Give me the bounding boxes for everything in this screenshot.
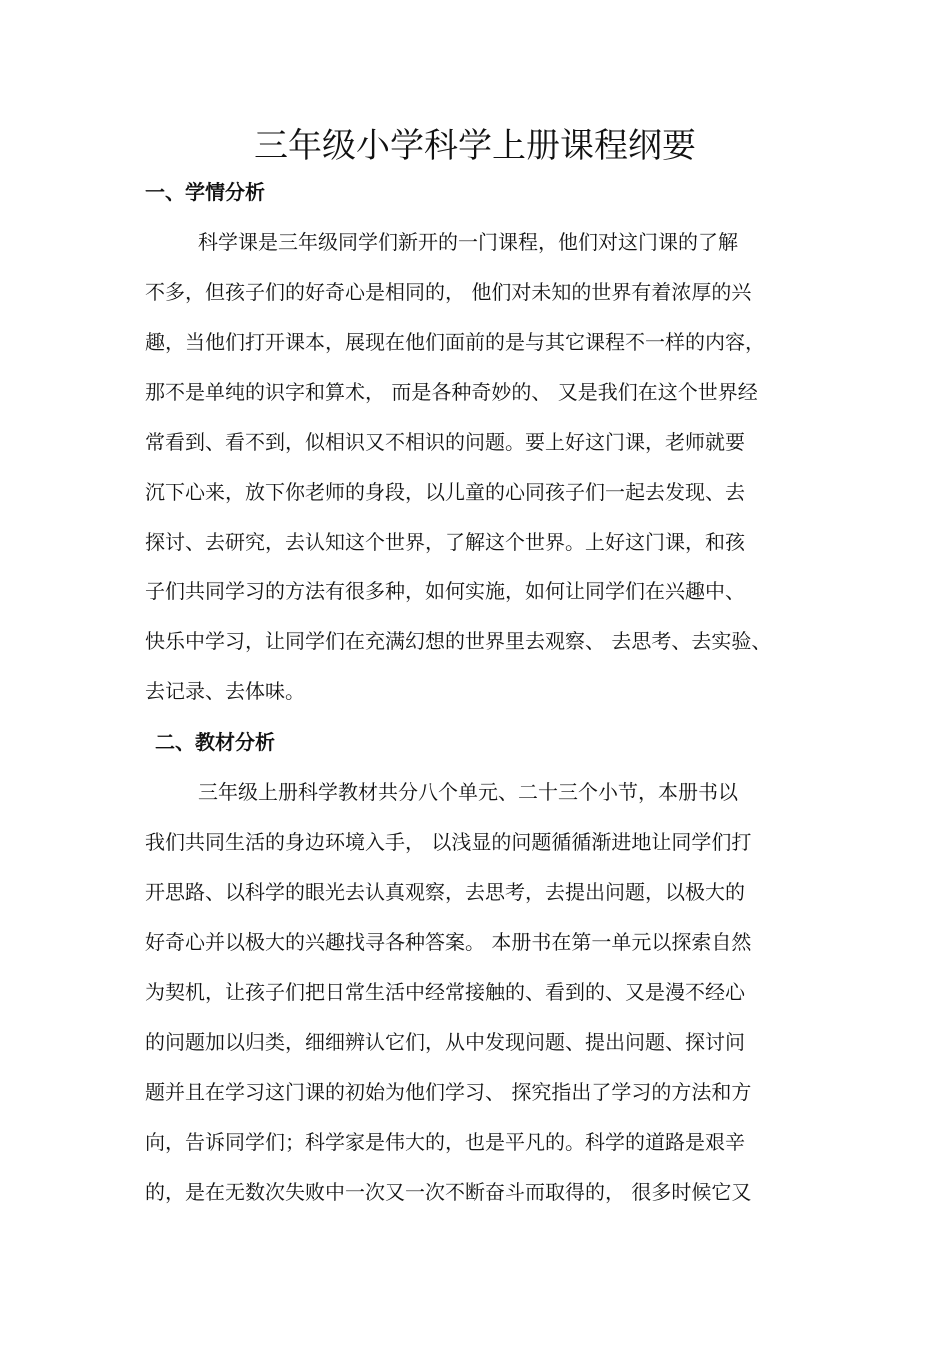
paragraph-line: 好奇心并以极大的兴趣找寻各种答案。 本册书在第一单元以探索自然 — [145, 930, 752, 954]
document-title: 三年级小学科学上册课程纲要 — [254, 126, 696, 166]
paragraph-line: 开思路、以科学的眼光去认真观察，去思考，去提出问题，以极大的 — [145, 880, 745, 904]
paragraph-line: 三年级上册科学教材共分八个单元、二十三个小节，本册书以 — [198, 780, 738, 804]
section-heading-textbook-analysis: 二、教材分析 — [155, 730, 275, 754]
paragraph-line: 的问题加以归类，细细辨认它们，从中发现问题、提出问题、探讨问 — [145, 1030, 745, 1054]
paragraph-line: 快乐中学习，让同学们在充满幻想的世界里去观察、 去思考、去实验、 — [145, 629, 772, 653]
paragraph-line: 常看到、看不到，似相识又不相识的问题。要上好这门课，老师就要 — [145, 430, 745, 454]
paragraph-line: 我们共同生活的身边环境入手， 以浅显的问题循循渐进地让同学们打 — [145, 830, 752, 854]
section-heading-student-analysis: 一、学情分析 — [145, 180, 265, 204]
paragraph-line: 沉下心来，放下你老师的身段，以儿童的心同孩子们一起去发现、去 — [145, 480, 745, 504]
paragraph-line: 向，告诉同学们；科学家是伟大的，也是平凡的。科学的道路是艰辛 — [145, 1130, 745, 1154]
paragraph-line: 子们共同学习的方法有很多种，如何实施，如何让同学们在兴趣中、 — [145, 579, 745, 603]
paragraph-line: 的，是在无数次失败中一次又一次不断奋斗而取得的， 很多时候它又 — [145, 1180, 752, 1204]
paragraph-line: 科学课是三年级同学们新开的一门课程，他们对这门课的了解 — [198, 230, 738, 254]
paragraph-line: 去记录、去体味。 — [145, 679, 305, 703]
paragraph-line: 那不是单纯的识字和算术， 而是各种奇妙的、 又是我们在这个世界经 — [145, 380, 758, 404]
paragraph-line: 趣，当他们打开课本，展现在他们面前的是与其它课程不一样的内容， — [145, 330, 765, 354]
paragraph-line: 为契机，让孩子们把日常生活中经常接触的、看到的、又是漫不经心 — [145, 980, 745, 1004]
paragraph-line: 题并且在学习这门课的初始为他们学习、 探究指出了学习的方法和方 — [145, 1080, 752, 1104]
paragraph-line: 不多，但孩子们的好奇心是相同的， 他们对未知的世界有着浓厚的兴 — [145, 280, 752, 304]
paragraph-line: 探讨、去研究，去认知这个世界，了解这个世界。上好这门课，和孩 — [145, 530, 745, 554]
